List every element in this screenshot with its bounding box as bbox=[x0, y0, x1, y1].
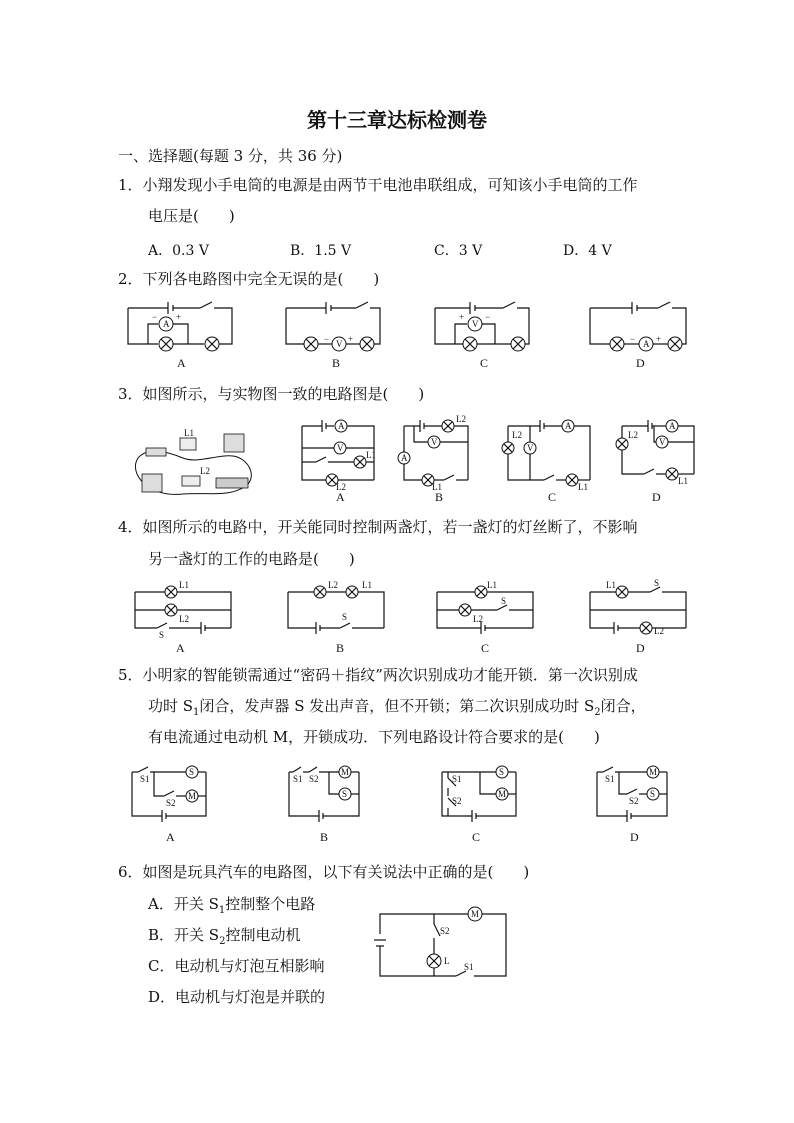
svg-text:L1: L1 bbox=[487, 580, 497, 590]
q4-circuit-d bbox=[590, 578, 690, 638]
q2-circuit-b bbox=[286, 296, 386, 352]
q5-circuit-d bbox=[595, 764, 675, 824]
svg-text:−: − bbox=[630, 334, 636, 344]
svg-text:L2: L2 bbox=[328, 580, 338, 590]
svg-text:S1: S1 bbox=[140, 774, 150, 784]
svg-text:L1: L1 bbox=[179, 580, 189, 590]
q3-circuit-c bbox=[500, 418, 595, 492]
svg-text:A: A bbox=[401, 453, 408, 463]
svg-text:M: M bbox=[341, 767, 350, 777]
svg-text:S: S bbox=[654, 578, 660, 588]
svg-text:+: + bbox=[348, 334, 354, 344]
section-heading: 一、选择题(每题 3 分，共 36 分) bbox=[118, 147, 343, 165]
svg-text:L1: L1 bbox=[432, 482, 442, 492]
svg-text:S1: S1 bbox=[464, 962, 474, 972]
q6-option-a: A．开关 $S_1$控制整个电路 bbox=[148, 895, 316, 916]
q4-label-b: B bbox=[336, 641, 345, 655]
q1-option-a: A．0.3 V bbox=[148, 243, 209, 259]
svg-text:L2: L2 bbox=[179, 614, 189, 624]
question-5-text: 5．小明家的智能锁需通过“密码＋指纹”两次识别成功才能开锁．第一次识别成 bbox=[118, 666, 638, 684]
svg-text:V: V bbox=[527, 443, 534, 453]
question-5-text-cont2: 有电流通过电动机 M，开锁成功．下列电路设计符合要求的是( ) bbox=[148, 728, 600, 746]
svg-text:A: A bbox=[338, 421, 345, 431]
svg-text:L1: L1 bbox=[578, 482, 588, 492]
svg-text:V: V bbox=[472, 319, 479, 329]
question-5-text-cont: 功时 $S_1$闭合，发声器 S 发出声音，但不开锁；第二次识别成功时 $S_2$闭合， bbox=[148, 697, 646, 718]
page-title: 第十三章达标检测卷 bbox=[307, 108, 487, 132]
svg-text:A: A bbox=[669, 421, 676, 431]
svg-text:S: S bbox=[342, 789, 348, 799]
svg-text:+: + bbox=[656, 334, 662, 344]
svg-text:L2: L2 bbox=[654, 626, 664, 636]
question-4-text: 4．如图所示的电路中，开关能同时控制两盏灯，若一盏灯的灯丝断了，不影响 bbox=[118, 518, 638, 536]
svg-text:−: − bbox=[485, 312, 491, 322]
svg-text:S2: S2 bbox=[629, 796, 639, 806]
q6-option-b: B．开关 $S_2$控制电动机 bbox=[148, 926, 301, 947]
q4-label-a: A bbox=[176, 641, 185, 655]
q3-label-b: B bbox=[435, 490, 444, 504]
svg-text:S2: S2 bbox=[166, 798, 176, 808]
svg-text:−: − bbox=[324, 334, 330, 344]
q1-option-b: B．1.5 V bbox=[290, 243, 352, 259]
q2-circuit-d bbox=[590, 296, 690, 352]
question-4-text-cont: 另一盏灯的工作的电路是( ) bbox=[148, 550, 355, 568]
q5-circuit-c bbox=[440, 764, 520, 824]
q3-label-c: C bbox=[548, 490, 557, 504]
svg-text:S: S bbox=[501, 596, 507, 606]
svg-text:L2: L2 bbox=[456, 414, 466, 424]
svg-text:S: S bbox=[499, 767, 505, 777]
q3-circuit-a bbox=[302, 418, 382, 492]
q4-label-c: C bbox=[481, 641, 490, 655]
svg-text:V: V bbox=[431, 437, 438, 447]
svg-text:S1: S1 bbox=[605, 774, 615, 784]
svg-text:S1: S1 bbox=[452, 774, 462, 784]
q2-label-c: C bbox=[480, 356, 489, 370]
svg-text:L1: L1 bbox=[366, 450, 376, 460]
q1-option-c: C．3 V bbox=[434, 243, 483, 259]
svg-text:V: V bbox=[337, 443, 344, 453]
svg-text:S1: S1 bbox=[293, 774, 303, 784]
q4-circuit-c bbox=[437, 582, 537, 638]
q2-circuit-c bbox=[435, 296, 535, 352]
svg-text:S: S bbox=[650, 789, 656, 799]
q3-circuit-b bbox=[398, 414, 478, 492]
q5-circuit-a bbox=[130, 764, 210, 824]
svg-text:M: M bbox=[188, 791, 197, 801]
svg-text:L2: L2 bbox=[512, 430, 522, 440]
svg-text:S: S bbox=[189, 767, 195, 777]
question-2-text: 2．下列各电路图中完全无误的是( ) bbox=[118, 270, 380, 288]
svg-text:M: M bbox=[649, 767, 658, 777]
svg-text:L1: L1 bbox=[362, 580, 372, 590]
q3-circuit-d bbox=[614, 418, 699, 488]
q5-circuit-b bbox=[287, 764, 367, 824]
ammeter-symbol: A bbox=[163, 319, 170, 329]
svg-text:V: V bbox=[659, 437, 666, 447]
question-1-text-cont: 电压是( ) bbox=[148, 207, 235, 225]
svg-text:L: L bbox=[444, 956, 450, 966]
svg-text:S2: S2 bbox=[440, 926, 450, 936]
q5-label-c: C bbox=[472, 830, 481, 844]
svg-text:S2: S2 bbox=[309, 774, 319, 784]
svg-text:V: V bbox=[336, 339, 343, 349]
q6-option-c: C．电动机与灯泡互相影响 bbox=[148, 957, 325, 975]
q5-label-b: B bbox=[320, 830, 329, 844]
q6-option-d: D．电动机与灯泡是并联的 bbox=[148, 988, 326, 1006]
svg-text:L2: L2 bbox=[473, 614, 483, 624]
svg-text:S2: S2 bbox=[452, 796, 462, 806]
svg-text:L1: L1 bbox=[606, 580, 616, 590]
q2-label-a: A bbox=[177, 356, 186, 370]
q5-label-a: A bbox=[166, 830, 175, 844]
svg-text:L2: L2 bbox=[336, 482, 346, 492]
svg-text:+: + bbox=[459, 312, 465, 322]
svg-text:S: S bbox=[159, 630, 165, 640]
q1-option-d: D．4 V bbox=[563, 243, 612, 259]
svg-text:L2: L2 bbox=[628, 430, 638, 440]
svg-text:L1: L1 bbox=[184, 428, 194, 438]
q3-label-d: D bbox=[652, 490, 661, 504]
q2-label-b: B bbox=[332, 356, 341, 370]
q3-label-a: A bbox=[336, 490, 345, 504]
svg-text:+: + bbox=[176, 312, 182, 322]
q3-physical-diagram bbox=[128, 428, 258, 500]
q4-circuit-a bbox=[135, 582, 235, 638]
svg-text:L2: L2 bbox=[200, 466, 210, 476]
svg-text:A: A bbox=[643, 339, 650, 349]
question-6-text: 6．如图是玩具汽车的电路图，以下有关说法中正确的是( ) bbox=[118, 863, 530, 881]
svg-text:A: A bbox=[565, 421, 572, 431]
q4-label-d: D bbox=[636, 641, 645, 655]
question-1-text: 1．小翔发现小手电筒的电源是由两节干电池串联组成，可知该小手电筒的工作 bbox=[118, 176, 638, 194]
q4-circuit-b bbox=[288, 582, 388, 638]
svg-text:S: S bbox=[342, 612, 348, 622]
q2-circuit-a bbox=[128, 296, 238, 352]
q2-label-d: D bbox=[636, 356, 645, 370]
svg-text:M: M bbox=[498, 789, 507, 799]
svg-text:L1: L1 bbox=[678, 476, 688, 486]
svg-text:M: M bbox=[471, 909, 480, 919]
q5-label-d: D bbox=[630, 830, 639, 844]
question-3-text: 3．如图所示，与实物图一致的电路图是( ) bbox=[118, 385, 425, 403]
q6-circuit bbox=[374, 904, 514, 984]
svg-text:−: − bbox=[152, 312, 158, 322]
